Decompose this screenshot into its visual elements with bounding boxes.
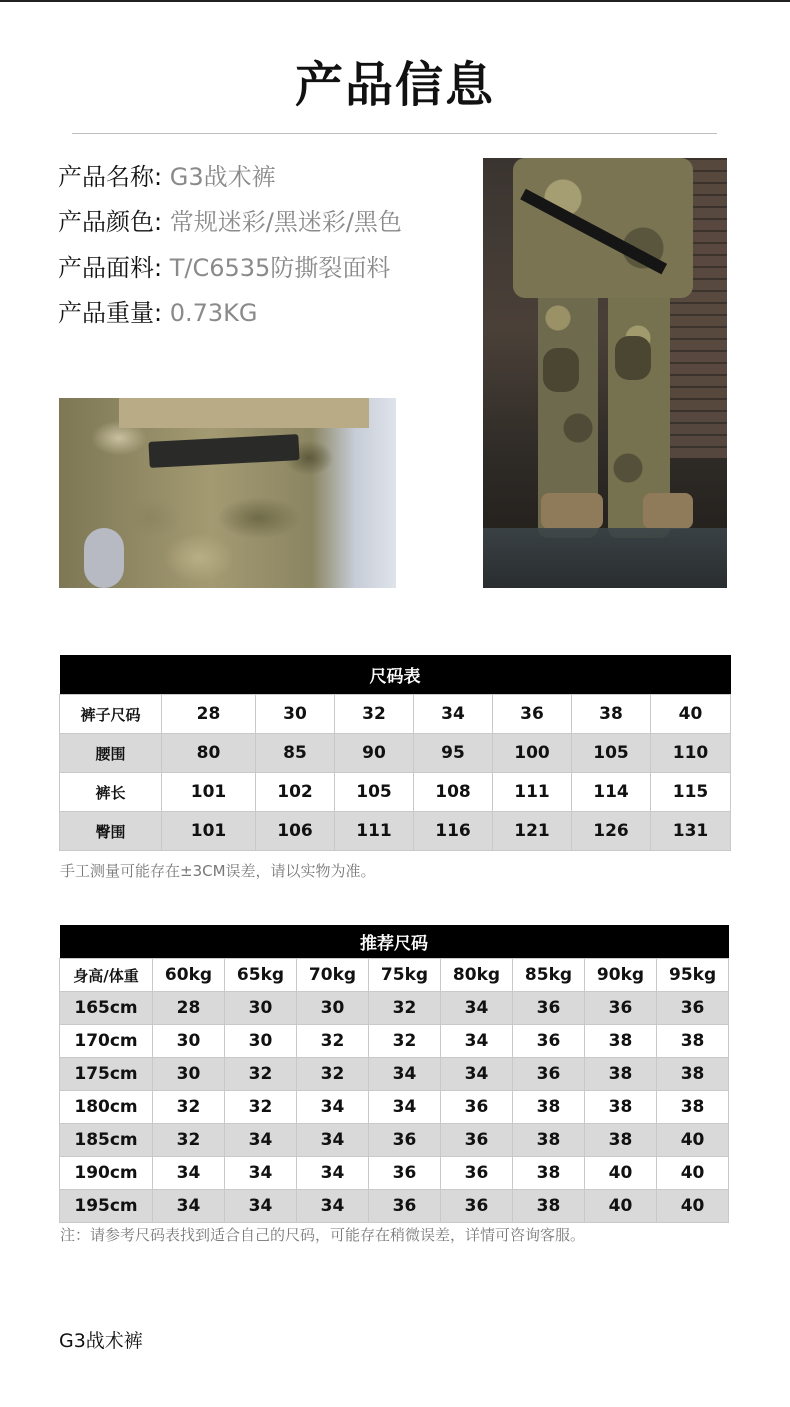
table-cell: 34 xyxy=(297,1157,369,1190)
table-cell: 38 xyxy=(513,1091,585,1124)
table-cell: 34 xyxy=(297,1190,369,1223)
table-cell: 105 xyxy=(572,734,651,773)
footer-product-name: G3战术裤 xyxy=(59,1330,143,1352)
height-label: 180cm xyxy=(60,1091,153,1124)
table-cell: 115 xyxy=(651,773,731,812)
table-cell: 38 xyxy=(513,1124,585,1157)
table-cell: 101 xyxy=(162,812,256,851)
table-cell: 34 xyxy=(441,1025,513,1058)
table-cell: 34 xyxy=(414,695,493,734)
table-cell: 32 xyxy=(153,1124,225,1157)
table-cell: 34 xyxy=(441,1058,513,1091)
table-cell: 30 xyxy=(225,992,297,1025)
height-label: 185cm xyxy=(60,1124,153,1157)
table-cell: 36 xyxy=(493,695,572,734)
weight-header: 95kg xyxy=(657,959,729,992)
size-chart-title: 尺码表 xyxy=(60,655,731,695)
table-cell: 36 xyxy=(513,1058,585,1091)
row-label: 臀围 xyxy=(60,812,162,851)
table-row xyxy=(60,1124,729,1157)
table-cell: 30 xyxy=(256,695,335,734)
spec-weight: 产品重量: 0.73KG xyxy=(58,299,258,327)
weight-header: 70kg xyxy=(297,959,369,992)
table-cell: 32 xyxy=(369,1025,441,1058)
spec-name: 产品名称: G3战术裤 xyxy=(58,163,276,191)
table-cell: 36 xyxy=(585,992,657,1025)
table-cell: 34 xyxy=(225,1190,297,1223)
table-cell: 108 xyxy=(414,773,493,812)
weight-header: 85kg xyxy=(513,959,585,992)
table-cell: 105 xyxy=(335,773,414,812)
table-cell: 34 xyxy=(369,1091,441,1124)
recommend-note: 注：请参考尺码表找到适合自己的尺码，可能存在稍微误差，详情可咨询客服。 xyxy=(60,1226,586,1244)
table-cell: 80 xyxy=(162,734,256,773)
weight-header: 60kg xyxy=(153,959,225,992)
table-row xyxy=(60,1157,729,1190)
table-cell: 38 xyxy=(585,1025,657,1058)
spec-name-label: 产品名称 xyxy=(58,163,154,191)
table-row xyxy=(60,695,731,734)
size-chart-note: 手工测量可能存在±3CM误差，请以实物为准。 xyxy=(60,862,376,880)
table-cell: 85 xyxy=(256,734,335,773)
table-row xyxy=(60,992,729,1025)
table-cell: 38 xyxy=(513,1190,585,1223)
table-header-row xyxy=(60,959,729,992)
table-cell: 110 xyxy=(651,734,731,773)
product-photo-waist-closeup xyxy=(59,398,396,588)
row-label: 腰围 xyxy=(60,734,162,773)
table-cell: 34 xyxy=(369,1058,441,1091)
table-cell: 36 xyxy=(513,1025,585,1058)
table-cell: 32 xyxy=(369,992,441,1025)
table-cell: 34 xyxy=(225,1157,297,1190)
table-cell: 36 xyxy=(369,1124,441,1157)
table-cell: 40 xyxy=(657,1157,729,1190)
table-row xyxy=(60,1025,729,1058)
table-cell: 40 xyxy=(585,1157,657,1190)
table-row xyxy=(60,1091,729,1124)
recommend-table-title: 推荐尺码 xyxy=(60,925,729,959)
table-cell: 121 xyxy=(493,812,572,851)
spec-color-value: 常规迷彩/黑迷彩/黑色 xyxy=(169,208,402,236)
table-cell: 32 xyxy=(225,1091,297,1124)
table-cell: 30 xyxy=(153,1025,225,1058)
table-cell: 34 xyxy=(297,1091,369,1124)
size-chart-table xyxy=(59,655,731,851)
table-cell: 38 xyxy=(657,1091,729,1124)
table-cell: 32 xyxy=(153,1091,225,1124)
table-cell: 30 xyxy=(153,1058,225,1091)
corner-label: 身高/体重 xyxy=(60,959,153,992)
table-cell: 36 xyxy=(441,1190,513,1223)
table-cell: 111 xyxy=(335,812,414,851)
table-cell: 36 xyxy=(657,992,729,1025)
table-row xyxy=(60,812,731,851)
table-cell: 131 xyxy=(651,812,731,851)
table-cell: 101 xyxy=(162,773,256,812)
table-cell: 32 xyxy=(335,695,414,734)
table-row xyxy=(60,1058,729,1091)
weight-header: 75kg xyxy=(369,959,441,992)
spec-weight-value: 0.73KG xyxy=(169,299,258,327)
table-cell: 34 xyxy=(441,992,513,1025)
spec-fabric-value: T/C6535防撕裂面料 xyxy=(169,254,391,282)
table-cell: 38 xyxy=(572,695,651,734)
table-cell: 111 xyxy=(493,773,572,812)
page-title: 产品信息 xyxy=(294,57,495,113)
height-label: 170cm xyxy=(60,1025,153,1058)
table-cell: 106 xyxy=(256,812,335,851)
top-border xyxy=(0,0,790,2)
table-cell: 36 xyxy=(513,992,585,1025)
weight-header: 90kg xyxy=(585,959,657,992)
height-label: 165cm xyxy=(60,992,153,1025)
table-row xyxy=(60,773,731,812)
table-cell: 114 xyxy=(572,773,651,812)
table-cell: 102 xyxy=(256,773,335,812)
height-label: 190cm xyxy=(60,1157,153,1190)
table-cell: 116 xyxy=(414,812,493,851)
table-cell: 34 xyxy=(153,1190,225,1223)
weight-header: 65kg xyxy=(225,959,297,992)
table-cell: 36 xyxy=(441,1091,513,1124)
table-cell: 34 xyxy=(225,1124,297,1157)
height-label: 195cm xyxy=(60,1190,153,1223)
spec-name-value: G3战术裤 xyxy=(169,163,276,191)
table-cell: 32 xyxy=(297,1025,369,1058)
table-cell: 95 xyxy=(414,734,493,773)
table-cell: 36 xyxy=(369,1190,441,1223)
table-cell: 36 xyxy=(369,1157,441,1190)
spec-weight-label: 产品重量 xyxy=(58,299,154,327)
table-cell: 38 xyxy=(585,1091,657,1124)
table-row xyxy=(60,734,731,773)
weight-header: 80kg xyxy=(441,959,513,992)
table-row xyxy=(60,1190,729,1223)
table-cell: 100 xyxy=(493,734,572,773)
table-cell: 36 xyxy=(441,1124,513,1157)
row-label: 裤子尺码 xyxy=(60,695,162,734)
table-cell: 34 xyxy=(153,1157,225,1190)
spec-color: 产品颜色: 常规迷彩/黑迷彩/黑色 xyxy=(58,208,402,236)
title-divider xyxy=(72,133,717,134)
table-cell: 32 xyxy=(225,1058,297,1091)
table-cell: 34 xyxy=(297,1124,369,1157)
table-cell: 38 xyxy=(657,1058,729,1091)
table-cell: 90 xyxy=(335,734,414,773)
recommend-size-table xyxy=(59,925,729,1223)
product-photo-full-body xyxy=(483,158,727,588)
table-cell: 30 xyxy=(225,1025,297,1058)
table-cell: 32 xyxy=(297,1058,369,1091)
table-cell: 36 xyxy=(441,1157,513,1190)
table-cell: 38 xyxy=(657,1025,729,1058)
table-cell: 38 xyxy=(585,1124,657,1157)
table-cell: 28 xyxy=(162,695,256,734)
table-cell: 40 xyxy=(657,1124,729,1157)
table-cell: 40 xyxy=(657,1190,729,1223)
table-cell: 126 xyxy=(572,812,651,851)
table-cell: 40 xyxy=(651,695,731,734)
table-cell: 30 xyxy=(297,992,369,1025)
table-cell: 40 xyxy=(585,1190,657,1223)
table-cell: 28 xyxy=(153,992,225,1025)
row-label: 裤长 xyxy=(60,773,162,812)
table-cell: 38 xyxy=(585,1058,657,1091)
spec-color-label: 产品颜色 xyxy=(58,208,154,236)
spec-fabric: 产品面料: T/C6535防撕裂面料 xyxy=(58,254,391,282)
height-label: 175cm xyxy=(60,1058,153,1091)
table-cell: 38 xyxy=(513,1157,585,1190)
spec-fabric-label: 产品面料 xyxy=(58,254,154,282)
